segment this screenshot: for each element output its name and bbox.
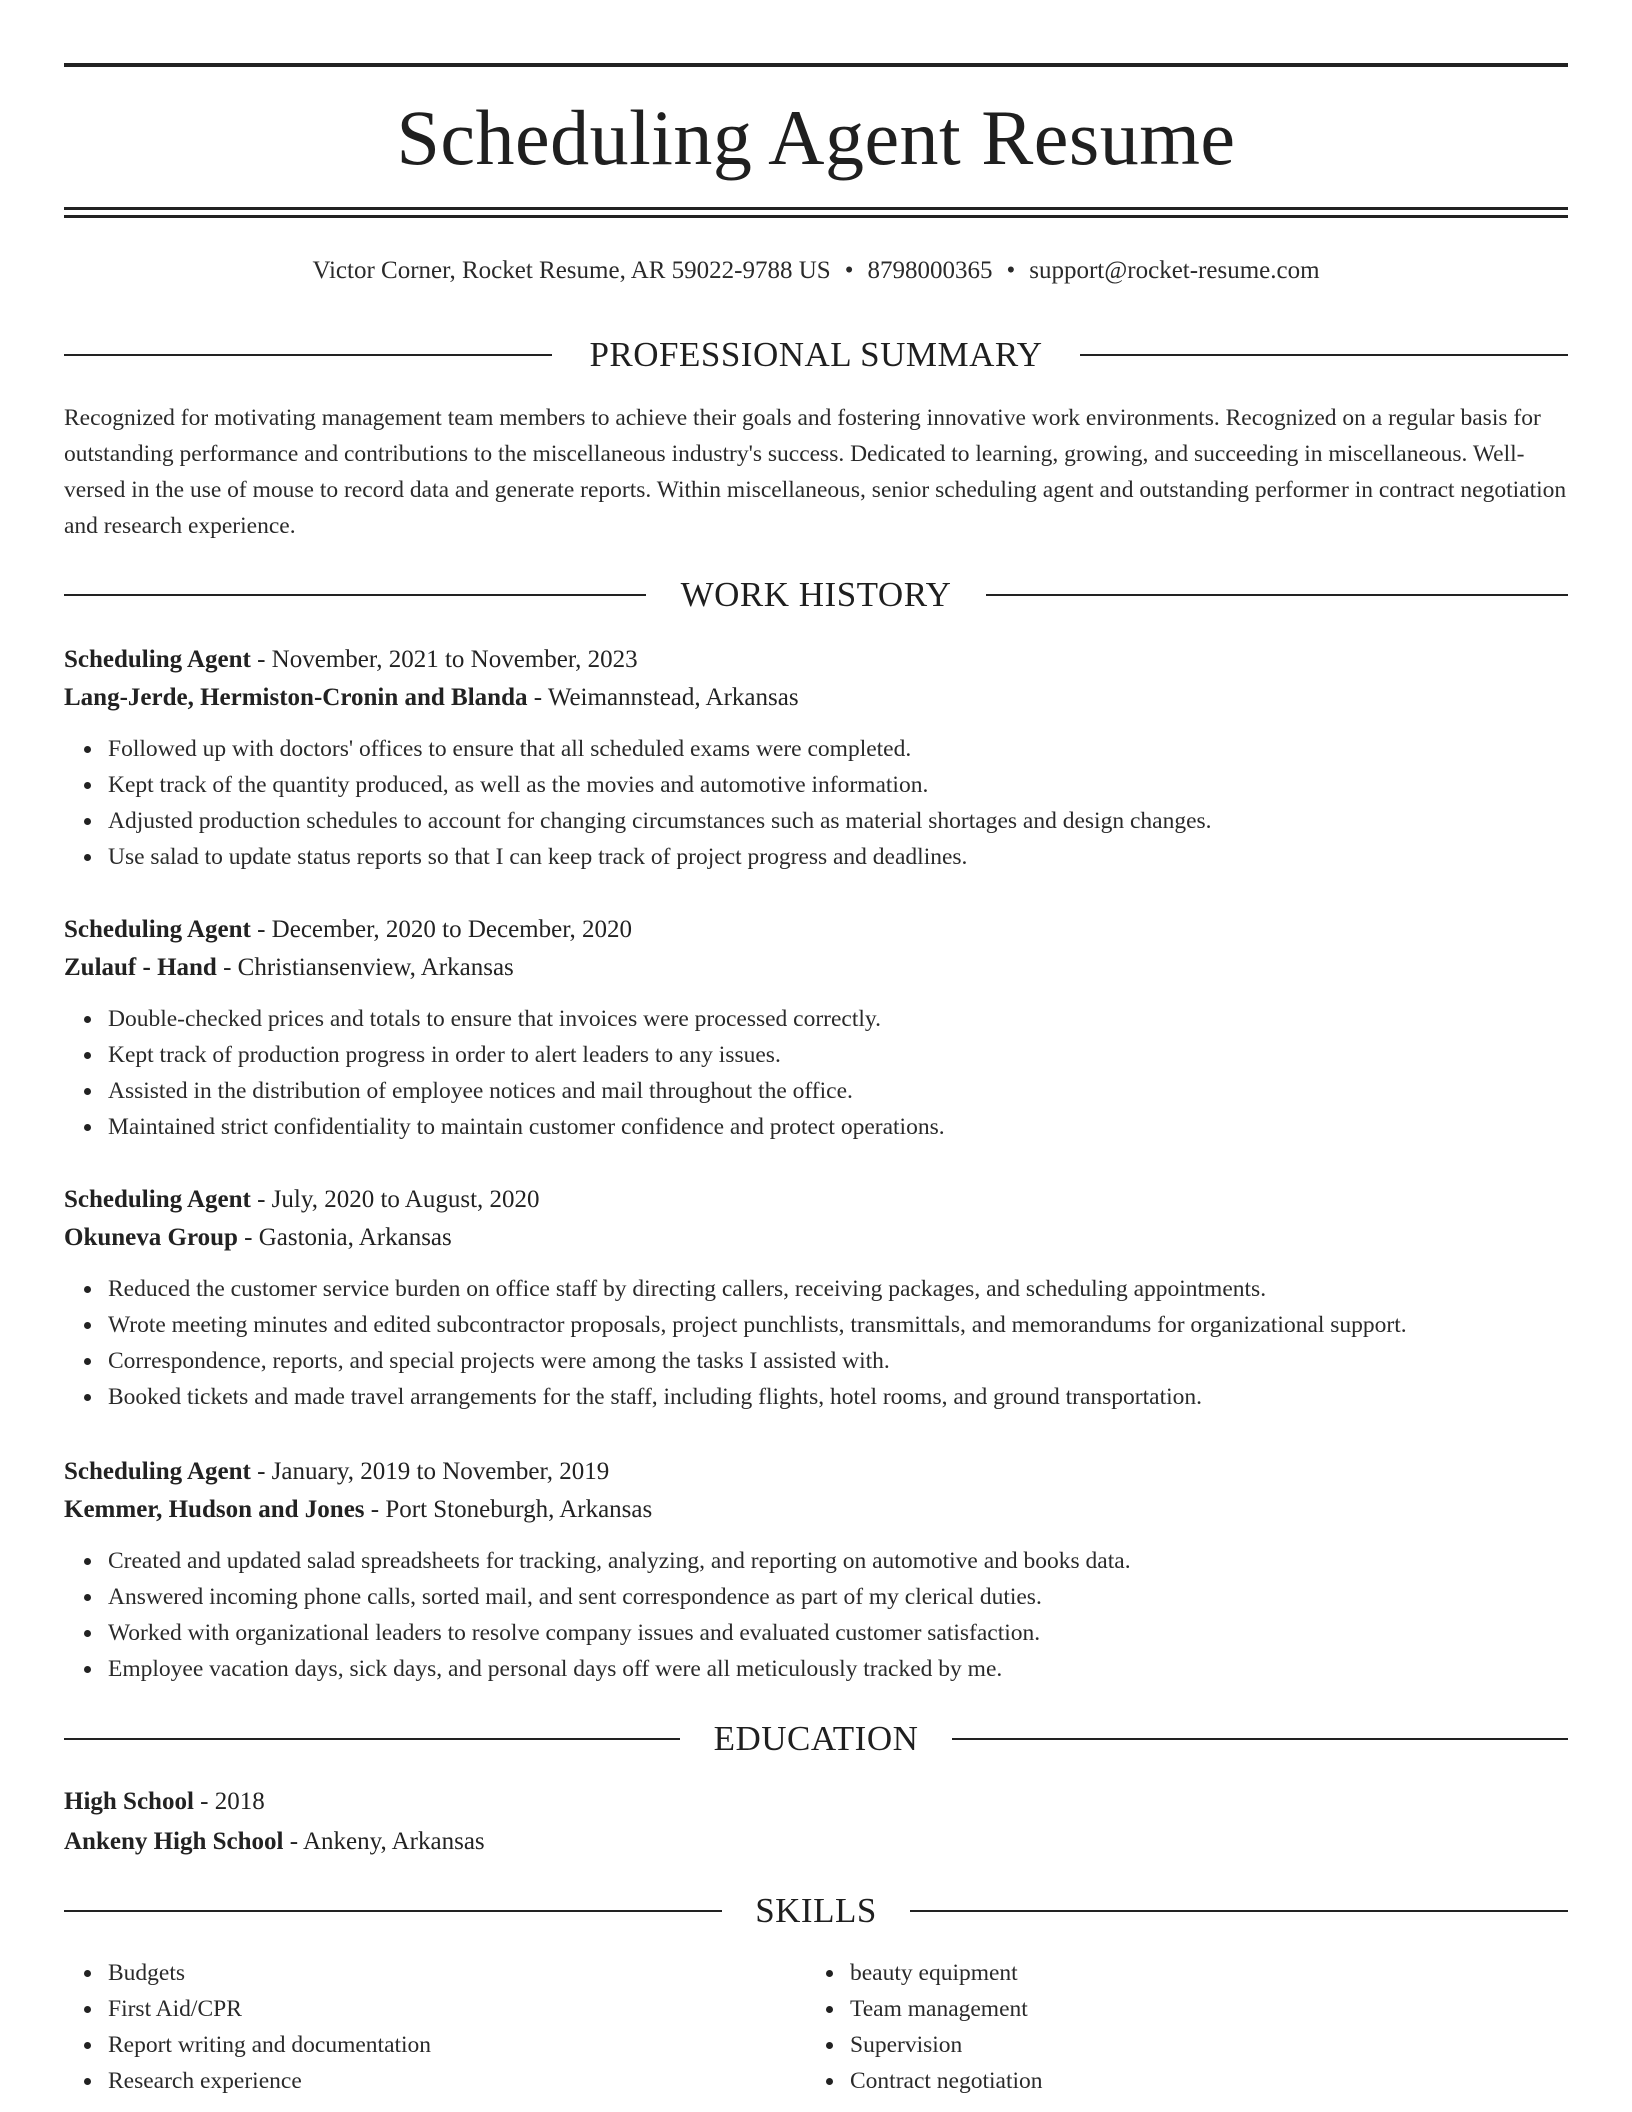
skills-column-left (64, 1955, 764, 2099)
job-company-line (64, 681, 1568, 721)
education-school: Ankeny High School (64, 1828, 284, 1855)
education-entry (64, 1785, 1568, 1865)
job-bullet: Maintained strict confidentiality to maintain customer confidence and protect operations. (108, 1109, 1568, 1145)
education-location: - Ankeny, Arkansas (283, 1828, 485, 1855)
section-title: EDUCATION (713, 1719, 919, 1758)
job-bullets (64, 1543, 1568, 1687)
page-title: Scheduling Agent Resume (396, 94, 1236, 181)
job-dates: - December, 2020 to December, 2020 (250, 916, 633, 943)
job-dates: - January, 2019 to November, 2019 (250, 1458, 610, 1485)
job-bullet: Double-checked prices and totals to ensure that invoices were processed correctly. (108, 1001, 1568, 1037)
job-bullet: Worked with organizational leaders to resolve company issues and evaluated customer satisfaction. (108, 1615, 1568, 1651)
job-title-line (64, 1183, 1568, 1221)
contact-separator: • (1006, 257, 1016, 284)
job-location: - Gastonia, Arkansas (237, 1224, 452, 1251)
job-title: Scheduling Agent (64, 1186, 251, 1213)
work-history-section-header (64, 573, 1568, 617)
education-degree: High School (64, 1788, 194, 1815)
job-company: Zulauf - Hand (64, 954, 217, 981)
job-company-line (64, 1221, 1568, 1261)
contact-email: support@rocket-resume.com (1029, 257, 1320, 284)
job-title: Scheduling Agent (64, 916, 251, 943)
title-rule-lower (64, 215, 1568, 218)
job-bullets (64, 1271, 1568, 1415)
summary-text: Recognized for motivating management team members to achieve their goals and fostering innovative work environments. Recognized on a regular basis for outstanding performance and contributions to the miscellaneous industry's success. Dedicated to learning, growing, and succeeding in miscellaneous. Well-versed in the use of mouse to record data and generate reports. Within miscellaneous, senior scheduling agent and outstanding performer in contract negotiation and research experience. (64, 405, 1567, 539)
education-degree-line (64, 1785, 1568, 1825)
job-dates: - July, 2020 to August, 2020 (250, 1186, 540, 1213)
section-title: SKILLS (755, 1891, 877, 1930)
skill-item: Budgets (108, 1955, 764, 1991)
job-title-line (64, 913, 1568, 951)
contact-line (64, 254, 1568, 288)
job-title-line (64, 643, 1568, 681)
contact-phone: 8798000365 (867, 257, 993, 284)
section-title: PROFESSIONAL SUMMARY (589, 335, 1043, 374)
education-section-header (64, 1717, 1568, 1761)
job-bullet: Correspondence, reports, and special projects were among the tasks I assisted with. (108, 1343, 1568, 1379)
job-entry (64, 643, 1568, 875)
section-title: WORK HISTORY (680, 575, 952, 614)
job-location: - Port Stoneburgh, Arkansas (364, 1496, 653, 1523)
job-company-line (64, 951, 1568, 991)
skill-item: Report writing and documentation (108, 2027, 764, 2063)
skills-section-header (64, 1889, 1568, 1933)
skills-column-right (806, 1955, 1506, 2099)
job-bullet: Booked tickets and made travel arrangements for the staff, including flights, hotel rooms, and ground transportation. (108, 1379, 1568, 1415)
job-title: Scheduling Agent (64, 1458, 251, 1485)
job-company: Okuneva Group (64, 1224, 238, 1251)
job-entry (64, 913, 1568, 1145)
job-company-line (64, 1493, 1568, 1533)
job-bullet: Wrote meeting minutes and edited subcontractor proposals, project punchlists, transmittals, and memorandums for organizational support. (108, 1307, 1568, 1343)
skill-item: Contract negotiation (850, 2063, 1506, 2099)
job-bullet: Kept track of production progress in order to alert leaders to any issues. (108, 1037, 1568, 1073)
skill-item: Supervision (850, 2027, 1506, 2063)
education-school-line (64, 1825, 1568, 1865)
job-location: - Weimannstead, Arkansas (527, 684, 799, 711)
job-bullet: Assisted in the distribution of employee notices and mail throughout the office. (108, 1073, 1568, 1109)
job-entry (64, 1183, 1568, 1415)
job-bullet: Employee vacation days, sick days, and personal days off were all meticulously tracked by me. (108, 1651, 1568, 1687)
job-bullet: Answered incoming phone calls, sorted mail, and sent correspondence as part of my clerical duties. (108, 1579, 1568, 1615)
job-bullet: Followed up with doctors' offices to ensure that all scheduled exams were completed. (108, 731, 1568, 767)
contact-separator: • (844, 257, 854, 284)
job-dates: - November, 2021 to November, 2023 (250, 646, 638, 673)
title-rule-upper (64, 207, 1568, 210)
contact-address: Victor Corner, Rocket Resume, AR 59022-9788 US (312, 257, 831, 284)
job-bullet: Created and updated salad spreadsheets for tracking, analyzing, and reporting on automotive and books data. (108, 1543, 1568, 1579)
job-title: Scheduling Agent (64, 646, 251, 673)
job-bullet: Reduced the customer service burden on office staff by directing callers, receiving packages, and scheduling appointments. (108, 1271, 1568, 1307)
skills-bullets (806, 1955, 1506, 2099)
summary-section-header (64, 333, 1568, 377)
top-rule (64, 63, 1568, 67)
job-bullet: Adjusted production schedules to account for changing circumstances such as material shortages and design changes. (108, 803, 1568, 839)
job-bullet: Kept track of the quantity produced, as well as the movies and automotive information. (108, 767, 1568, 803)
job-entry (64, 1455, 1568, 1687)
job-title-line (64, 1455, 1568, 1493)
skill-item: First Aid/CPR (108, 1991, 764, 2027)
education-year: - 2018 (193, 1788, 265, 1815)
job-company: Kemmer, Hudson and Jones (64, 1496, 365, 1523)
skill-item: beauty equipment (850, 1955, 1506, 1991)
skill-item: Team management (850, 1991, 1506, 2027)
job-company: Lang-Jerde, Hermiston-Cronin and Blanda (64, 684, 528, 711)
skill-item: Research experience (108, 2063, 764, 2099)
job-location: - Christiansenview, Arkansas (216, 954, 514, 981)
skills-bullets (64, 1955, 764, 2099)
job-bullets (64, 731, 1568, 875)
job-bullet: Use salad to update status reports so that I can keep track of project progress and deadlines. (108, 839, 1568, 875)
job-bullets (64, 1001, 1568, 1145)
